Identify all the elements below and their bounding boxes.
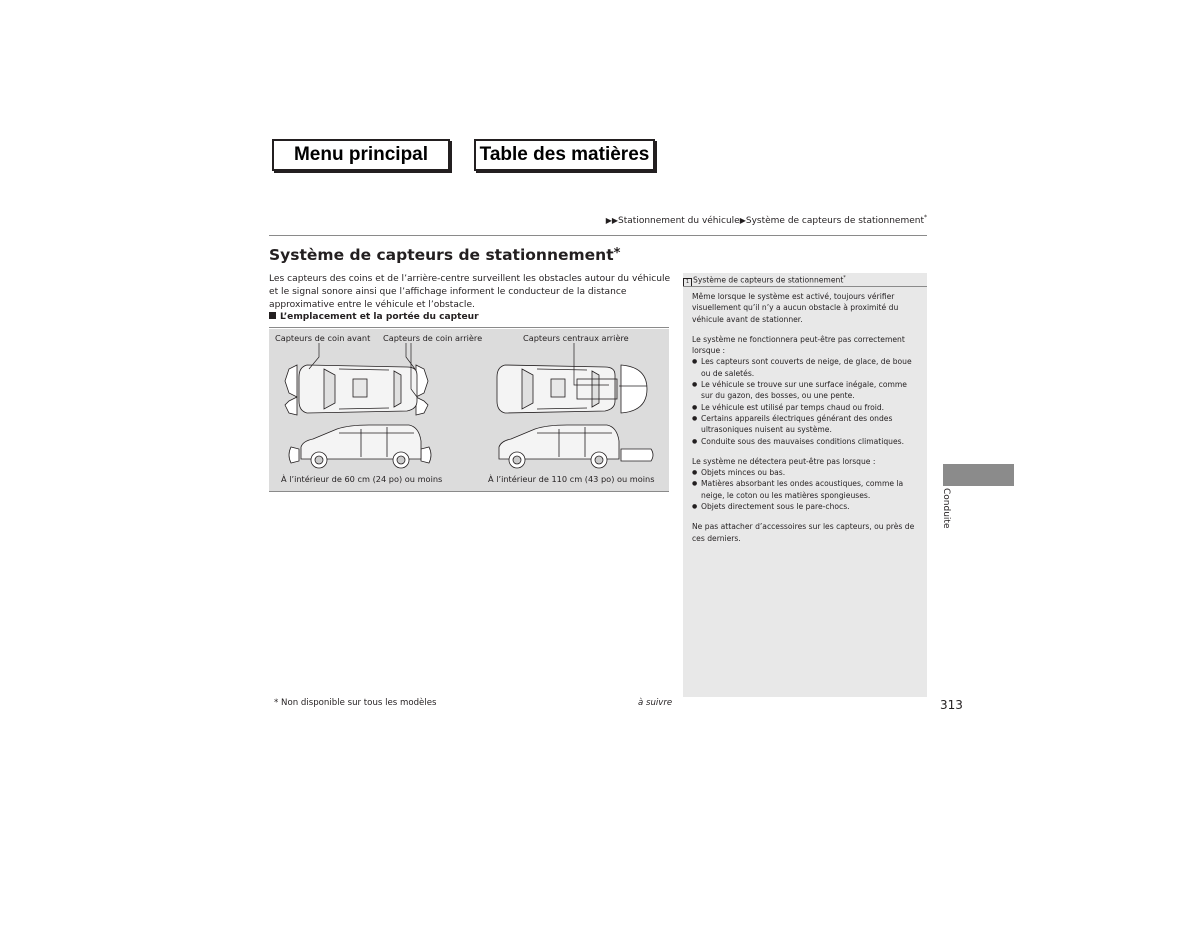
sensor-location-heading-text: L’emplacement et la portée du capteur [280, 312, 479, 322]
list-item: ● Conduite sous des mauvaises conditions climatiques. [692, 436, 917, 447]
page-title [269, 246, 620, 264]
sidebar-divider [683, 286, 927, 287]
square-bullet-icon [269, 312, 276, 319]
breadcrumb-separator-icon: ▶ [739, 216, 746, 225]
page-title-text: Système de capteurs de stationnement [269, 246, 614, 264]
list-item: ● Objets directement sous le pare-chocs. [692, 501, 917, 512]
malfunction-conditions-list [692, 356, 917, 446]
main-menu-button[interactable]: Menu principal [272, 139, 450, 171]
front-corner-sensors-label: Capteurs de coin avant [275, 333, 371, 343]
notes-sidebar [683, 273, 927, 697]
figure-top-divider [269, 327, 669, 328]
sensor-diagram-illustration [269, 329, 669, 491]
list-item: ● Le véhicule se trouve sur une surface inégale, comme sur du gazon, des bosses, ou une pente. [692, 379, 917, 402]
footnote: * Non disponible sur tous les modèles [274, 698, 437, 708]
list-item: ● Le véhicule est utilisé par temps chaud ou froid. [692, 402, 917, 413]
breadcrumb-current: Système de capteurs de stationnement [745, 216, 924, 226]
rear-center-sensors-label: Capteurs centraux arrière [523, 333, 629, 343]
sidebar-paragraph: Le système ne fonctionnera peut-être pas correctement lorsque : [692, 334, 905, 356]
list-item: ● Objets minces ou bas. [692, 467, 917, 478]
car-top-view-center-sensors [497, 365, 647, 413]
sidebar-header-star: * [843, 275, 846, 281]
sidebar-paragraph: Le système ne détectera peut-être pas lorsque : [692, 456, 876, 466]
sidebar-paragraph: Même lorsque le système est activé, toujours vérifier visuellement qu’il n’y a aucun obstacle à proximité du véhicule avant de stationner. [692, 292, 899, 324]
car-side-view-corner-sensors [289, 425, 431, 468]
header-divider [269, 235, 927, 236]
center-range-caption: À l’intérieur de 110 cm (43 po) ou moins [488, 474, 655, 484]
table-of-contents-button[interactable]: Table des matières [474, 139, 655, 171]
page-number: 313 [940, 698, 963, 712]
breadcrumb-star: * [924, 214, 927, 221]
undetectable-objects-list [692, 467, 917, 512]
breadcrumb-arrows-icon: ▶▶ [605, 216, 619, 225]
chapter-tab-label: Conduite [941, 488, 951, 529]
sensor-location-heading [269, 312, 479, 322]
car-side-view-center-sensors [499, 425, 653, 468]
sidebar-paragraph: Ne pas attacher d’accessoires sur les capteurs, ou près de ces derniers. [692, 522, 915, 543]
breadcrumb [606, 214, 927, 226]
rear-corner-sensors-label: Capteurs de coin arrière [383, 333, 483, 343]
list-item: ● Les capteurs sont couverts de neige, de glace, de boue ou de saletés. [692, 356, 917, 379]
sidebar-header [683, 275, 927, 287]
list-item: ● Certains appareils électriques générant des ondes ultrasoniques nuisent au système. [692, 413, 917, 436]
list-item: ● Matières absorbant les ondes acoustiques, comme la neige, le coton ou les matières spongieuses. [692, 478, 917, 501]
sidebar-header-text: Système de capteurs de stationnement [693, 275, 844, 285]
note-icon: 1 [683, 278, 692, 287]
sidebar-content [692, 291, 917, 553]
chapter-tab[interactable] [943, 464, 1014, 486]
sensor-diagram [269, 329, 669, 492]
intro-paragraph: Les capteurs des coins et de l’arrière-centre surveillent les obstacles autour du véhicule et le signal sonore ainsi que l’affichage informent le conducteur de la distance approximative entre le véhicule et l’obstacle. [269, 274, 671, 310]
corner-range-caption: À l’intérieur de 60 cm (24 po) ou moins [281, 474, 443, 484]
car-top-view-corner-sensors [285, 365, 428, 415]
continued-indicator: à suivre [638, 698, 673, 708]
breadcrumb-parking-link[interactable]: Stationnement du véhicule [618, 216, 740, 226]
page-title-star: * [613, 246, 621, 261]
